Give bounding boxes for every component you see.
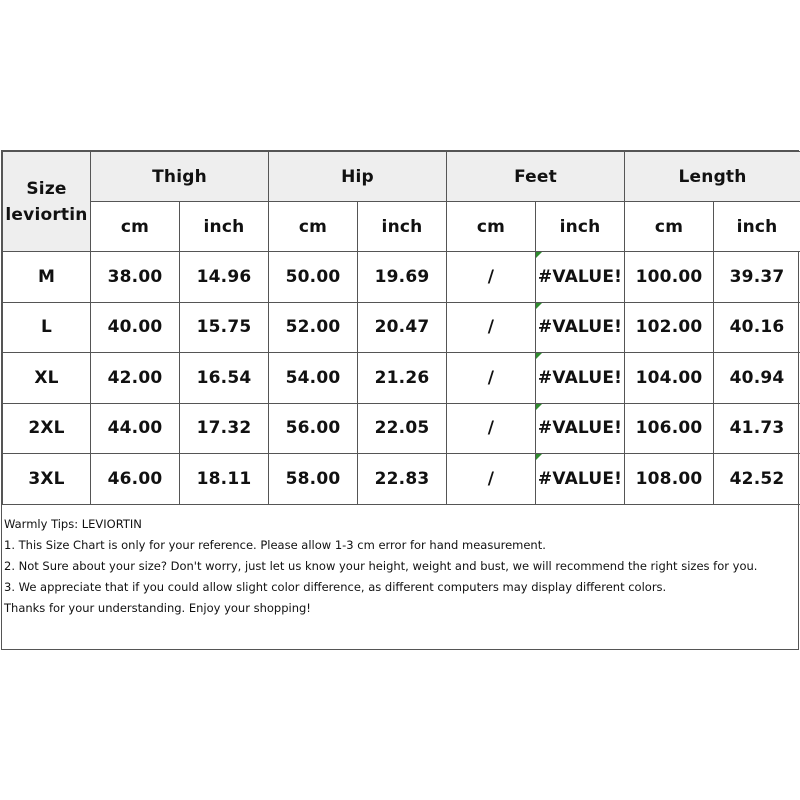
size-cell: L xyxy=(3,302,91,353)
size-column-header xyxy=(3,152,91,252)
table-row xyxy=(3,302,800,353)
unit-header: cm xyxy=(447,202,536,252)
table-cell: 42.52 xyxy=(714,454,800,505)
size-cell: 2XL xyxy=(3,403,91,454)
group-header-feet: Feet xyxy=(447,152,625,202)
unit-header: cm xyxy=(269,202,358,252)
unit-header: inch xyxy=(536,202,625,252)
table-cell: 21.26 xyxy=(358,353,447,404)
table-cell: 41.73 xyxy=(714,403,800,454)
table-cell: 42.00 xyxy=(91,353,180,404)
table-cell: 100.00 xyxy=(625,252,714,303)
table-cell: / xyxy=(447,454,536,505)
header-row-groups xyxy=(3,152,800,202)
table-cell: 104.00 xyxy=(625,353,714,404)
size-label: Size xyxy=(26,178,67,199)
table-cell: / xyxy=(447,403,536,454)
table-row xyxy=(3,252,800,303)
table-cell: / xyxy=(447,353,536,404)
error-cell: #VALUE! xyxy=(536,353,625,404)
table-cell: 102.00 xyxy=(625,302,714,353)
table-row xyxy=(3,403,800,454)
table-cell: 17.32 xyxy=(180,403,269,454)
tips-title: Warmly Tips: LEVIORTIN xyxy=(4,517,142,531)
unit-header: inch xyxy=(180,202,269,252)
brand-label: leviortin xyxy=(5,204,88,225)
size-cell: M xyxy=(3,252,91,303)
group-header-hip: Hip xyxy=(269,152,447,202)
table-cell: 54.00 xyxy=(269,353,358,404)
size-cell: XL xyxy=(3,353,91,404)
table-cell: 40.00 xyxy=(91,302,180,353)
unit-header: inch xyxy=(714,202,800,252)
table-cell: 40.16 xyxy=(714,302,800,353)
table-row xyxy=(3,353,800,404)
error-cell: #VALUE! xyxy=(536,302,625,353)
table-cell: 46.00 xyxy=(91,454,180,505)
tip-line: 2. Not Sure about your size? Don't worry, just let us know your height, weight and bust, we will recommend the right sizes for you. xyxy=(4,559,758,573)
unit-header: cm xyxy=(625,202,714,252)
unit-header: cm xyxy=(91,202,180,252)
tip-line: 1. This Size Chart is only for your reference. Please allow 1-3 cm error for hand measurement. xyxy=(4,538,546,552)
table-cell: 22.05 xyxy=(358,403,447,454)
table-cell: 18.11 xyxy=(180,454,269,505)
error-cell: #VALUE! xyxy=(536,403,625,454)
tips-closing: Thanks for your understanding. Enjoy your shopping! xyxy=(4,601,311,615)
table-cell: 19.69 xyxy=(358,252,447,303)
tips-box xyxy=(1,504,799,650)
table-cell: 56.00 xyxy=(269,403,358,454)
group-header-length: Length xyxy=(625,152,800,202)
table-cell: 14.96 xyxy=(180,252,269,303)
table-row xyxy=(3,454,800,505)
size-cell: 3XL xyxy=(3,454,91,505)
tip-line: 3. We appreciate that if you could allow slight color difference, as different computers may display different colors. xyxy=(4,580,667,594)
error-cell: #VALUE! xyxy=(536,252,625,303)
table-cell: 108.00 xyxy=(625,454,714,505)
error-cell: #VALUE! xyxy=(536,454,625,505)
group-header-thigh: Thigh xyxy=(91,152,269,202)
table-cell: 44.00 xyxy=(91,403,180,454)
table-cell: 22.83 xyxy=(358,454,447,505)
table-cell: 50.00 xyxy=(269,252,358,303)
size-table xyxy=(2,151,800,505)
table-cell: / xyxy=(447,252,536,303)
table-cell: 15.75 xyxy=(180,302,269,353)
unit-header: inch xyxy=(358,202,447,252)
table-cell: 16.54 xyxy=(180,353,269,404)
table-cell: 38.00 xyxy=(91,252,180,303)
table-cell: 40.94 xyxy=(714,353,800,404)
table-cell: 39.37 xyxy=(714,252,800,303)
table-cell: 58.00 xyxy=(269,454,358,505)
table-cell: 52.00 xyxy=(269,302,358,353)
table-cell: 20.47 xyxy=(358,302,447,353)
header-row-units xyxy=(3,202,800,252)
table-cell: 106.00 xyxy=(625,403,714,454)
table-cell: / xyxy=(447,302,536,353)
